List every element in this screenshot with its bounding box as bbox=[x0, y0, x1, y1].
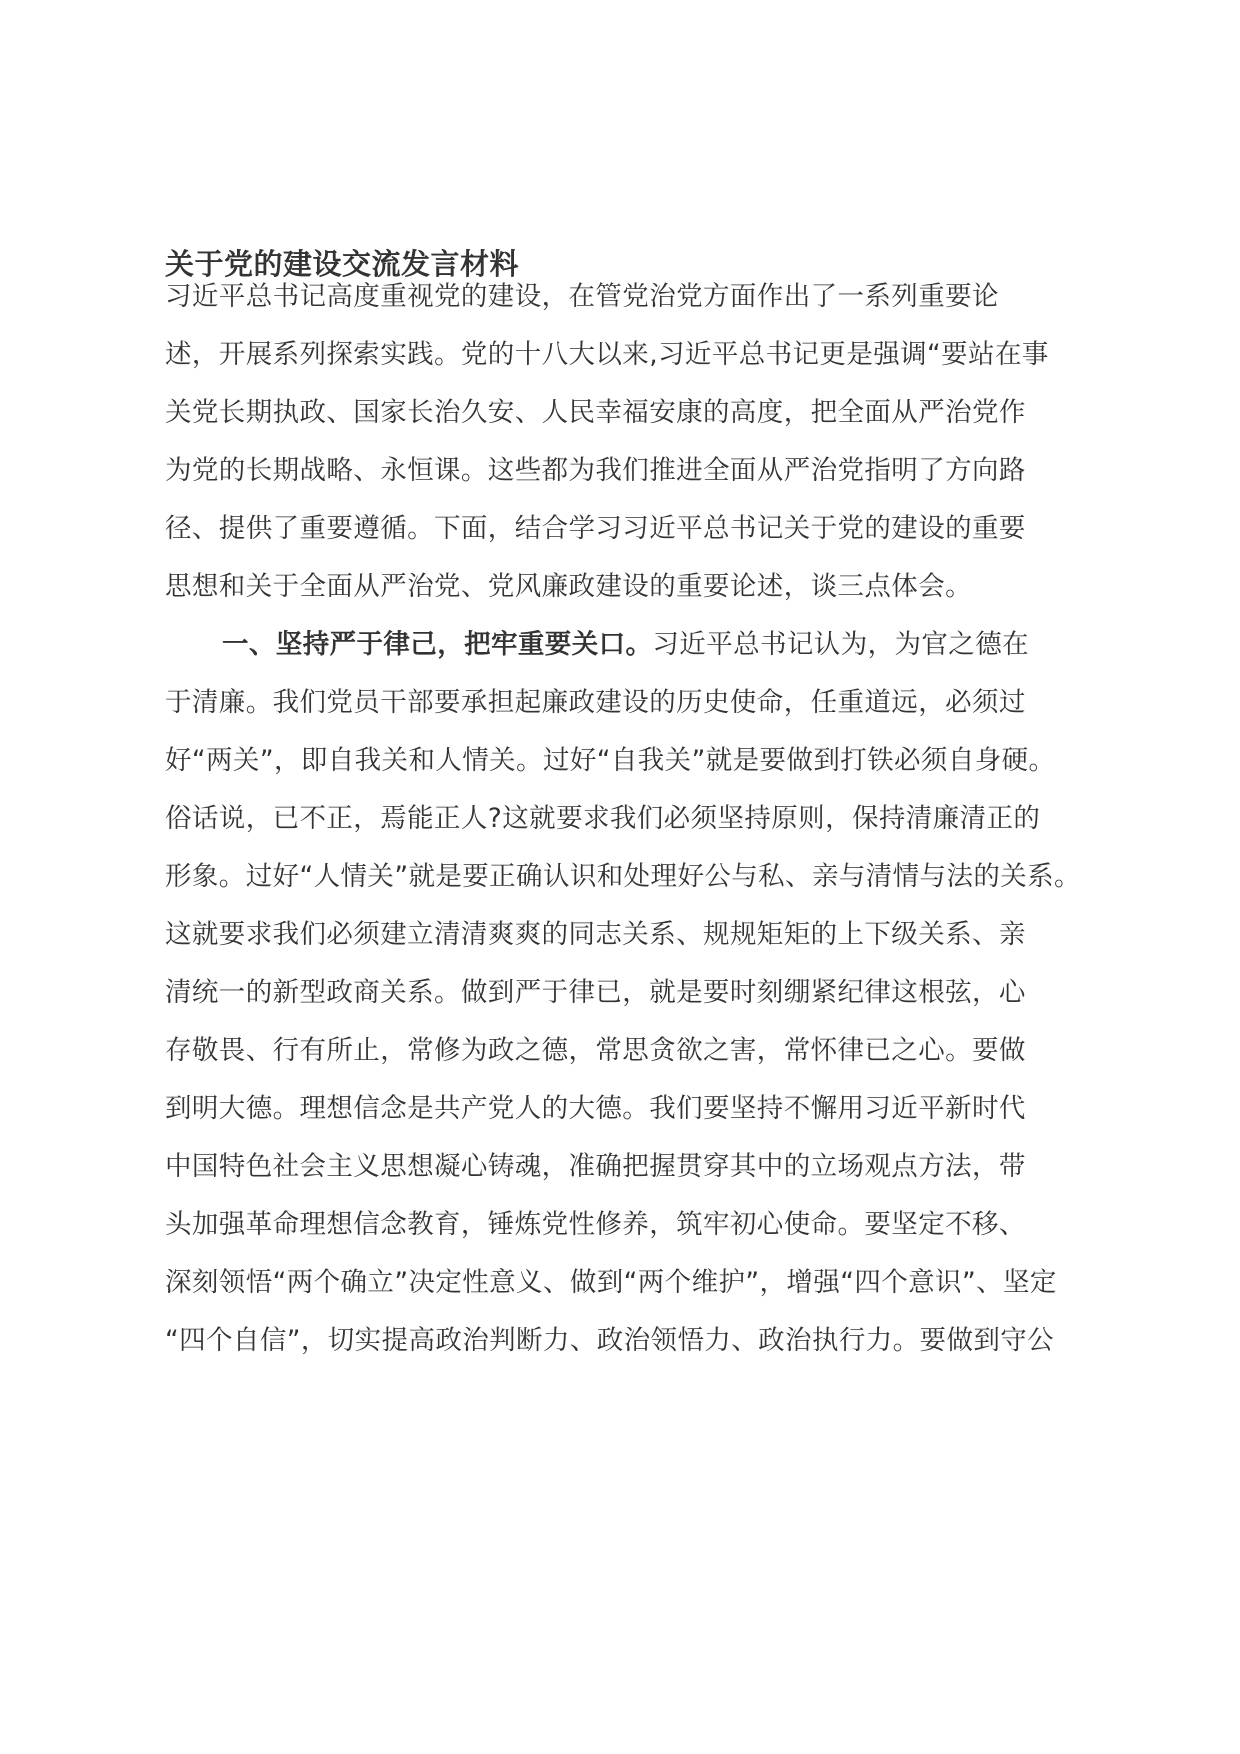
paragraph-line: 好“两关”，即自我关和人情关。过好“自我关”就是要做到打铁必须自身硬。 bbox=[165, 745, 1056, 776]
paragraph-line: 为党的长期战略、永恒课。这些都为我们推进全面从严治党指明了方向路 bbox=[165, 455, 1026, 486]
paragraph-line: 中国特色社会主义思想凝心铸魂，准确把握贯穿其中的立场观点方法，带 bbox=[165, 1151, 1026, 1182]
paragraph-line: 头加强革命理想信念教育，锤炼党性修养，筑牢初心使命。要坚定不移、 bbox=[165, 1209, 1026, 1240]
paragraph-line: 这就要求我们必须建立清清爽爽的同志关系、规规矩矩的上下级关系、亲 bbox=[165, 919, 1026, 950]
paragraph-line: 径、提供了重要遵循。下面，结合学习习近平总书记关于党的建设的重要 bbox=[165, 513, 1026, 544]
section-heading: 一、坚持严于律己，把牢重要关口。 bbox=[222, 629, 653, 660]
paragraph-line: 到明大德。理想信念是共产党人的大德。我们要坚持不懈用习近平新时代 bbox=[165, 1093, 1026, 1124]
paragraph-line: 俗话说，已不正，焉能正人?这就要求我们必须坚持原则，保持清廉清正的 bbox=[165, 803, 1041, 834]
paragraph-line: 存敬畏、行有所止，常修为政之德，常思贪欲之害，常怀律已之心。要做 bbox=[165, 1035, 1026, 1066]
paragraph-line: 习近平总书记高度重视党的建设，在管党治党方面作出了一系列重要论 bbox=[165, 281, 999, 312]
section-heading-line bbox=[222, 625, 1182, 665]
paragraph-line: 关党长期执政、国家长治久安、人民幸福安康的高度，把全面从严治党作 bbox=[165, 397, 1026, 428]
paragraph-line: 述，开展系列探索实践。党的十八大以来,习近平总书记更是强调“要站在事 bbox=[165, 339, 1049, 370]
paragraph-line: 形象。过好“人情关”就是要正确认识和处理好公与私、亲与清情与法的关系。 bbox=[165, 861, 1081, 892]
paragraph-line: 深刻领悟“两个确立”决定性意义、做到“两个维护”，增强“四个意识”、坚定 bbox=[165, 1267, 1057, 1298]
paragraph-line: 思想和关于全面从严治党、党风廉政建设的重要论述，谈三点体会。 bbox=[165, 571, 972, 602]
section-heading-rest: 习近平总书记认为，为官之德在 bbox=[652, 629, 1030, 660]
document-title: 关于党的建设交流发言材料 bbox=[165, 247, 520, 281]
paragraph-line: 清统一的新型政商关系。做到严于律已，就是要时刻绷紧纪律这根弦，心 bbox=[165, 977, 1026, 1008]
paragraph-line: 于清廉。我们党员干部要承担起廉政建设的历史使命，任重道远，必须过 bbox=[165, 687, 1026, 718]
paragraph-line: “四个自信”，切实提高政治判断力、政治领悟力、政治执行力。要做到守公 bbox=[165, 1325, 1055, 1356]
